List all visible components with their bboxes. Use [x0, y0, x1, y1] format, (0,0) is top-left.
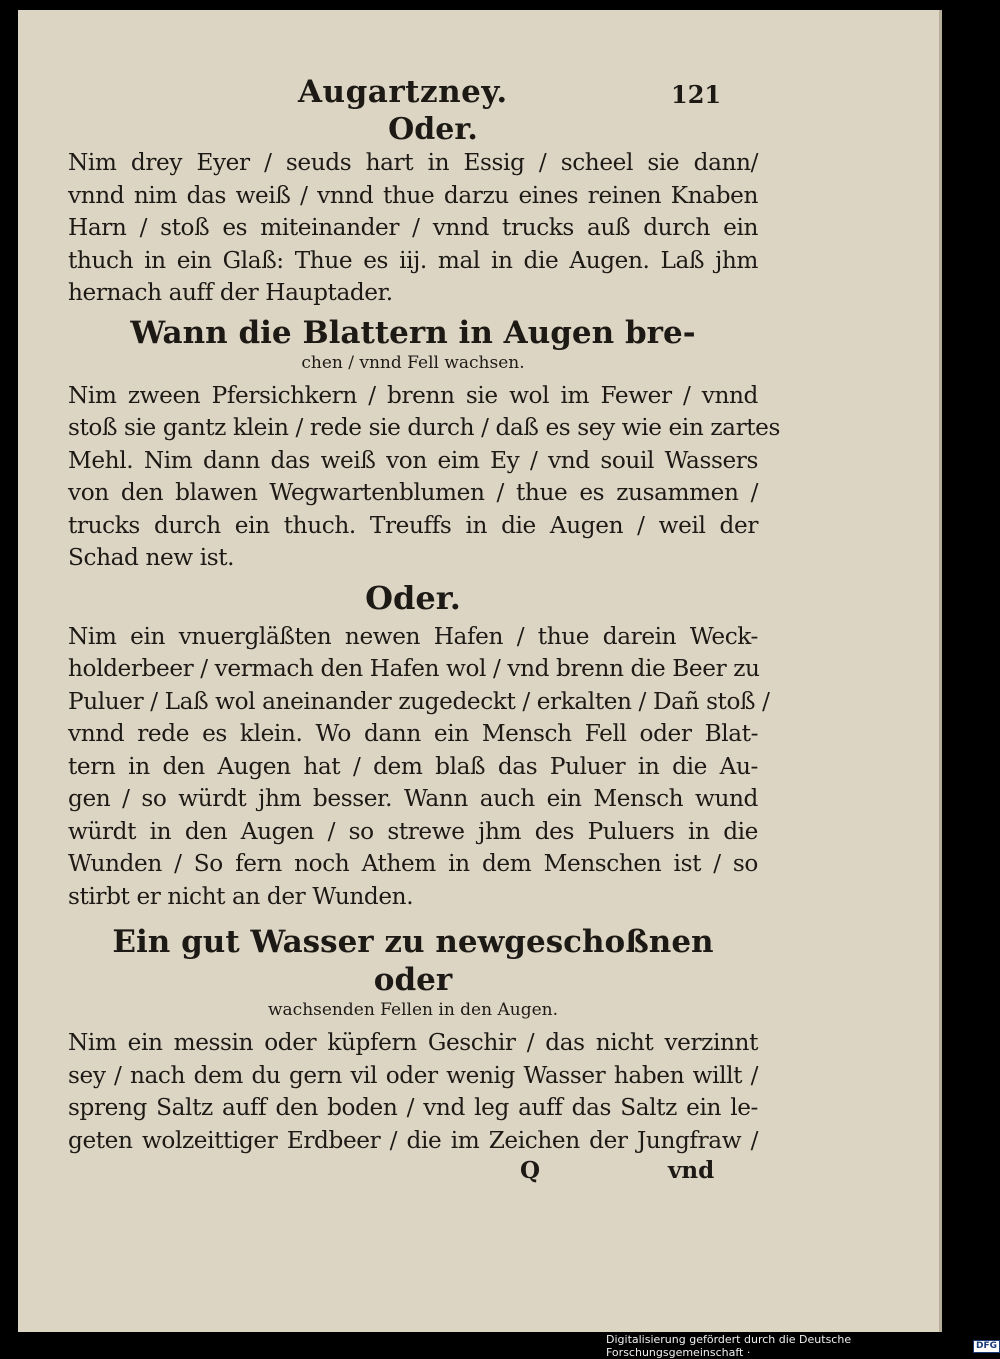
text-line: Mehl. Nim dann das weiß von eim Ey / vnd souil Wassers: [68, 446, 758, 474]
dfg-logo: DFG: [973, 1340, 1000, 1353]
section-heading-oder-2: Oder.: [365, 578, 461, 617]
text-line: trucks durch ein thuch. Treuffs in die Augen / weil der: [68, 511, 758, 539]
section-heading-wasser: Ein gut Wasser zu newgeschoßnen oder: [112, 924, 714, 998]
signature-mark: Q: [520, 1157, 541, 1184]
credit-text: Digitalisierung gefördert durch die Deutsche Forschungsgemeinschaft ·: [606, 1333, 852, 1359]
text-line: stoß sie gantz klein / rede sie durch / daß es sey wie ein zartes: [68, 414, 781, 441]
text-line: Puluer / Laß wol aneinander zugedeckt / erkalten / Dañ stoß /: [68, 687, 770, 715]
text-line: von den blawen Wegwartenblumen / thue es zusammen /: [68, 479, 758, 506]
paragraph-wasser: [68, 1027, 758, 1157]
text-line: holderbeer / vermach den Hafen wol / vnd brenn die Beer zu: [68, 655, 760, 682]
text-line: würdt in den Augen / so strewe jhm des Puluers in die: [68, 817, 758, 845]
text-line: thuch in ein Glaß: Thue es iij. mal in die Augen. Laß jhm: [68, 246, 758, 274]
digitization-credit: [606, 1333, 1000, 1359]
section-subheading-blattern: chen / vnnd Fell wachsen.: [301, 352, 525, 373]
text-line: vnnd nim das weiß / vnnd thue darzu eines reinen Knaben: [68, 181, 758, 209]
section-subheading-wasser: wachsenden Fellen in den Augen.: [267, 1000, 558, 1020]
text-line: Nim drey Eyer / seuds hart in Essig / scheel sie dann/: [68, 149, 758, 176]
text-line: Harn / stoß es miteinander / vnnd trucks auß durch ein: [68, 214, 758, 241]
running-head-title: Augartzney.: [298, 74, 508, 110]
page-foot: [68, 1157, 758, 1191]
text-line: stirbt er nicht an der Wunden.: [68, 882, 414, 910]
page-number: 121: [671, 80, 722, 109]
paragraph-blattern: [68, 380, 781, 575]
text-line: Schad new ist.: [68, 544, 235, 571]
paragraph-oder-2: [68, 621, 770, 914]
paragraph-oder-1: [68, 147, 758, 310]
text-line: Nim ein messin oder küpfern Geschir / das nicht verzinnt: [68, 1029, 758, 1056]
text-line: Nim zween Pfersichkern / brenn sie wol im Fewer / vnnd: [68, 381, 758, 409]
text-line: hernach auff der Hauptader.: [68, 279, 393, 306]
book-page: [18, 10, 942, 1332]
text-line: gen / so würdt jhm besser. Wann auch ein Mensch wund: [68, 785, 758, 812]
text-line: spreng Saltz auff den boden / vnd leg auff das Saltz ein le-: [68, 1094, 758, 1121]
text-line: tern in den Augen hat / dem blaß das Puluer in die Au-: [68, 752, 758, 780]
text-line: Wunden / So fern noch Athem in dem Menschen ist / so: [68, 850, 758, 877]
page-text: [68, 66, 781, 1191]
section-heading-blattern: Wann die Blattern in Augen bre-: [130, 314, 696, 351]
text-line: Nim ein vnuergläßten newen Hafen / thue darein Weck-: [68, 622, 758, 650]
catchword: vnd: [668, 1157, 715, 1184]
running-head: [68, 66, 758, 118]
text-line: vnnd rede es klein. Wo dann ein Mensch Fell oder Blat-: [68, 720, 758, 747]
text-line: sey / nach dem du gern vil oder wenig Wasser haben willt /: [68, 1061, 758, 1089]
text-line: geten wolzeittiger Erdbeer / die im Zeichen der Jungfraw /: [68, 1126, 758, 1154]
section-heading-oder-1: Oder.: [388, 112, 478, 147]
